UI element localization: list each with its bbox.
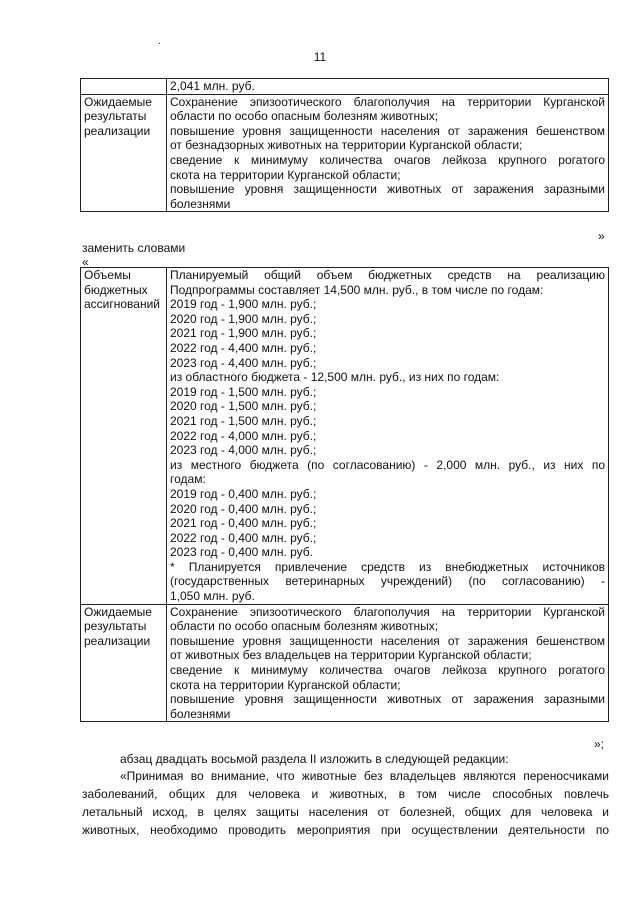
text-line: сведение к минимуму количества очагов лейкоза крупного рогатого (170, 152, 605, 167)
text-line: повышение уровня защищенности населения от заражения бешенством (170, 633, 605, 648)
close-quote: » (598, 229, 605, 243)
text-line: от безнадзорных животных на территории Курганской области; (170, 138, 523, 153)
text-line: 2019 год - 0,400 млн. руб.; (170, 486, 317, 501)
text-line: области по особо опасным болезням животных; (170, 619, 439, 634)
text-line: Сохранение эпизоотического благополучия на территории Курганской (170, 94, 605, 109)
label-line: Ожидаемые (84, 94, 152, 109)
text-line: области по особо опасным болезням животных; (170, 109, 439, 124)
text-line: 1,050 млн. руб. (170, 589, 255, 604)
text-line: повышение уровня защищенности животных от заражения заразными (170, 182, 605, 197)
text-line: болезнями (170, 706, 231, 721)
text-line: из областного бюджета - 12,500 млн. руб., из них по годам: (170, 370, 500, 385)
text-line: сведение к минимуму количества очагов лейкоза крупного рогатого (170, 663, 605, 678)
text-line: Сохранение эпизоотического благополучия на территории Курганской (170, 604, 605, 619)
value-cell (167, 79, 609, 95)
close-quote-semicolon: »; (594, 737, 605, 751)
text-line: * Планируется привлечение средств из внебюджетных источников (170, 559, 605, 574)
label-cell-budget (81, 268, 167, 605)
text-line: (государственных ветеринарных учреждений) (по согласованию) - (170, 574, 605, 589)
text-line: из местного бюджета (по согласованию) - 2,000 млн. руб., из них по (170, 457, 605, 472)
table-row (81, 268, 609, 605)
passport-table-new (80, 267, 609, 722)
scan-mark: . (158, 36, 161, 47)
label-line: результаты (84, 619, 147, 634)
passport-table-original (80, 78, 609, 212)
text-line: повышение уровня защищенности населения от заражения бешенством (170, 123, 605, 138)
text-line: 2022 год - 0,400 млн. руб.; (170, 530, 317, 545)
label-line: Объемы (84, 268, 131, 282)
label-cell-expected-results (81, 604, 167, 722)
label-line: бюджетных (84, 282, 148, 297)
text-line: Планируемый общий объем бюджетных средств на реализацию (170, 268, 605, 282)
label-line: Ожидаемые (84, 604, 152, 619)
text-line: 2021 год - 0,400 млн. руб.; (170, 516, 317, 531)
text-line: Подпрограммы составляет 14,500 млн. руб., в том числе по годам: (170, 282, 544, 297)
text-line: скота на территории Курганской области; (170, 167, 401, 182)
paragraph-body (82, 767, 609, 839)
text-line: 2023 год - 0,400 млн. руб. (170, 545, 314, 560)
table-row (81, 79, 609, 95)
label-line: реализации (84, 123, 151, 138)
paragraph-intro: абзац двадцать восьмой раздела II изложить в следующей редакции: (120, 752, 509, 766)
text-line: годам: (170, 472, 206, 487)
label-line: ассигнований (84, 297, 161, 312)
table-row (81, 604, 609, 722)
table-row (81, 94, 609, 212)
text-line: 2022 год - 4,400 млн. руб.; (170, 340, 317, 355)
text-line: от животных без владельцев на территории Курганской области; (170, 648, 532, 663)
expected-results-text (167, 94, 609, 212)
label-cell-expected-results (81, 94, 167, 212)
text-line: 2019 год - 1,500 млн. руб.; (170, 384, 317, 399)
top-value: 2,041 млн. руб. (170, 79, 255, 93)
label-line: реализации (84, 633, 151, 648)
label-line: результаты (84, 109, 147, 124)
label-cell-empty (81, 79, 167, 95)
text-line: 2020 год - 1,900 млн. руб.; (170, 311, 317, 326)
paragraph-line: «Принимая во внимание, что животные без владельцев являются переносчиками (120, 769, 609, 783)
text-line: болезнями (170, 196, 231, 211)
text-line: 2021 год - 1,900 млн. руб.; (170, 326, 317, 341)
text-line: 2021 год - 1,500 млн. руб.; (170, 413, 317, 428)
paragraph-line: летальный исход, в целях защиты населения от болезней, общих для человека и (82, 805, 609, 819)
text-line: скота на территории Курганской области; (170, 677, 401, 692)
text-line: 2023 год - 4,400 млн. руб.; (170, 355, 317, 370)
open-quote: « (82, 255, 89, 269)
text-line: 2023 год - 4,000 млн. руб.; (170, 443, 317, 458)
text-line: повышение уровня защищенности животных от заражения заразными (170, 692, 605, 707)
text-line: 2020 год - 0,400 млн. руб.; (170, 501, 317, 516)
text-line: 2022 год - 4,000 млн. руб.; (170, 428, 317, 443)
page-number: 11 (313, 50, 327, 64)
budget-text (167, 268, 609, 605)
replace-words-text: заменить словами (82, 241, 186, 255)
text-line: 2019 год - 1,900 млн. руб.; (170, 297, 317, 312)
paragraph-line: заболеваний, общих для человека и животных, в том числе способных повлечь (82, 787, 609, 801)
expected-results-text (167, 604, 609, 722)
paragraph-line: животных, необходимо проводить мероприятия при осуществлении деятельности по (82, 823, 609, 837)
text-line: 2020 год - 1,500 млн. руб.; (170, 399, 317, 414)
